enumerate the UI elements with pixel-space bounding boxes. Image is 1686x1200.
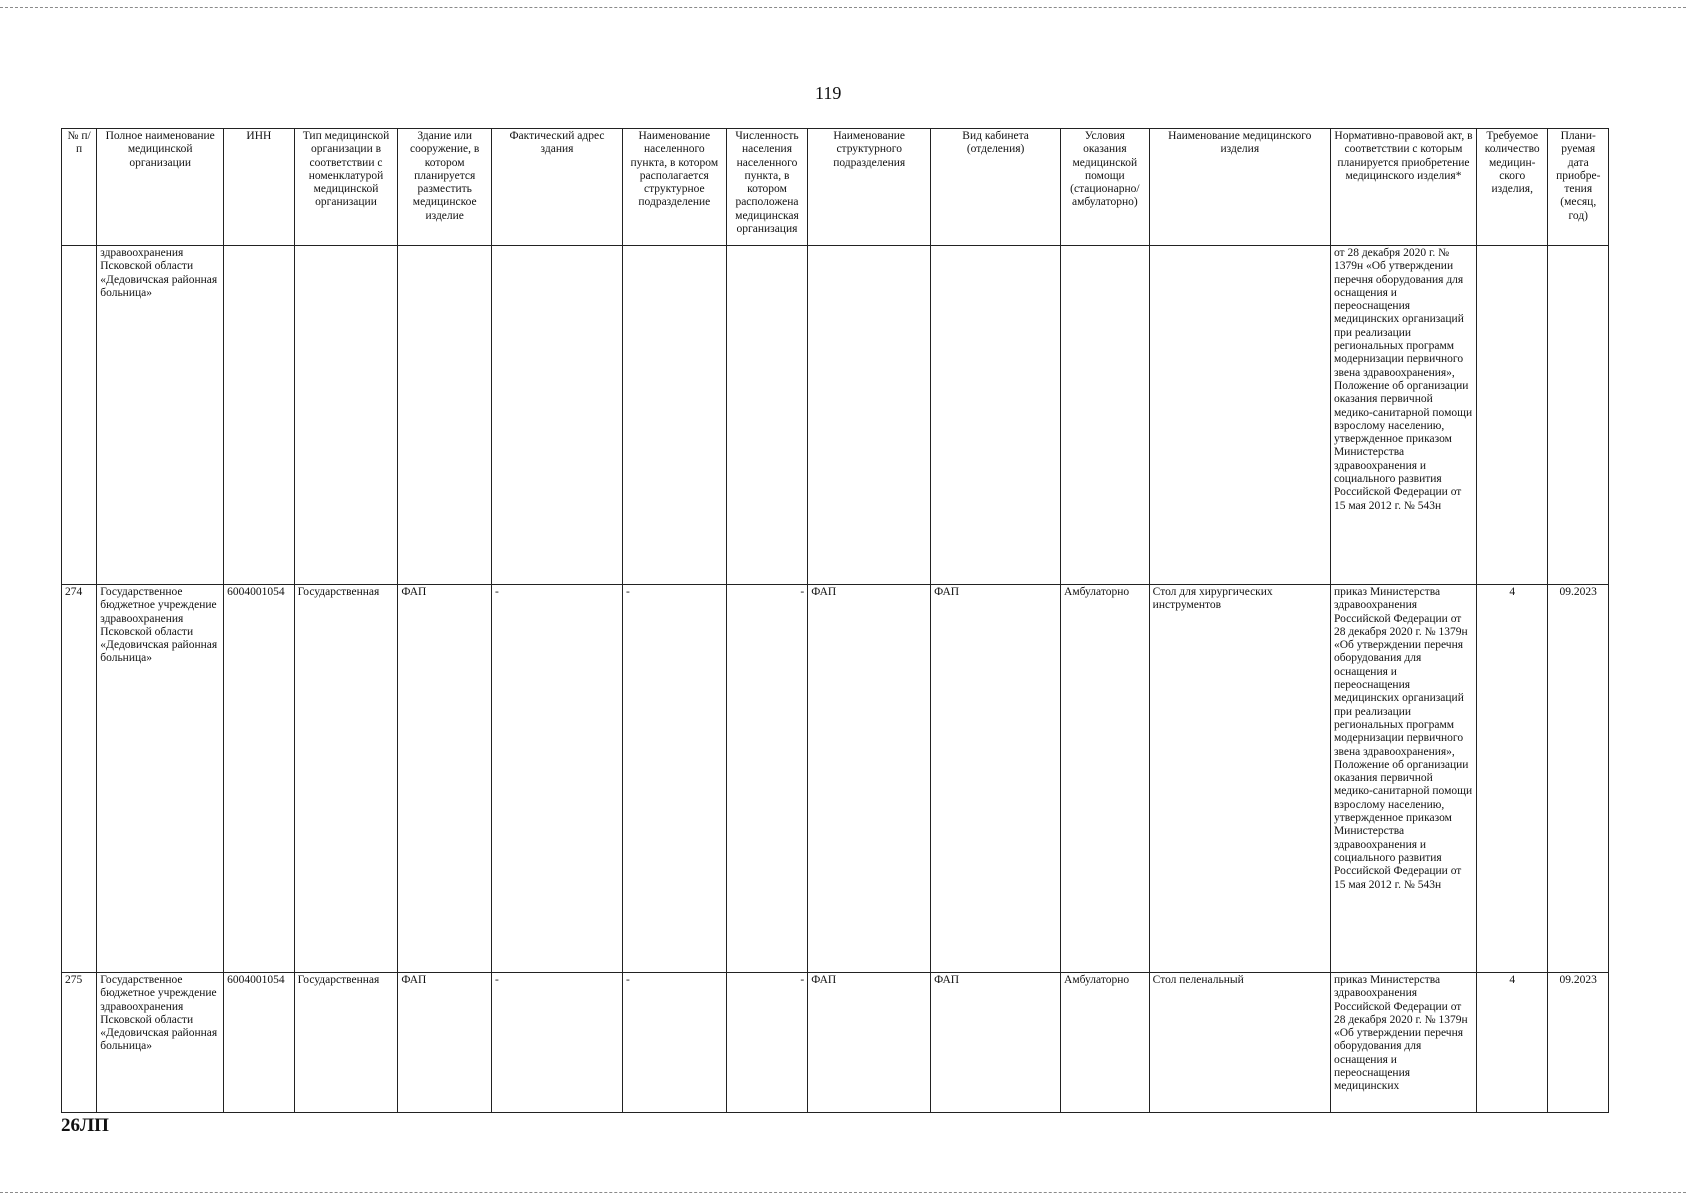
scan-edge-bottom [0, 1192, 1686, 1200]
cell-population: - [726, 973, 808, 1113]
cell-address: - [492, 585, 623, 973]
cell-conditions: Амбулаторно [1061, 585, 1150, 973]
table-row [62, 585, 1609, 973]
cell-type: Государственная [294, 973, 398, 1113]
cell-quantity: 4 [1476, 973, 1548, 1113]
cell-settlement: - [622, 585, 726, 973]
header-quantity: Требуемое количество медицин-ского изделия, [1476, 129, 1548, 246]
cell-date: 09.2023 [1548, 585, 1609, 973]
cell-inn: 6004001054 [224, 585, 295, 973]
header-unit: Наименование структурного подразделения [808, 129, 931, 246]
cell-unit: ФАП [808, 585, 931, 973]
table-row [62, 246, 1609, 585]
header-type: Тип медицинской организации в соответствии с номенклатурой медицинской организации [294, 129, 398, 246]
header-conditions: Условия оказания медицинской помощи (стационарно/ амбулаторно) [1061, 129, 1150, 246]
cell-inn: 6004001054 [224, 973, 295, 1113]
cell-unit: ФАП [808, 973, 931, 1113]
cell-building: ФАП [398, 585, 492, 973]
cell-building: ФАП [398, 973, 492, 1113]
header-population: Численность населения населенного пункта, в котором расположена медицинская организация [726, 129, 808, 246]
cell-organization: Государственное бюджетное учреждение здравоохранения Псковской области «Дедовичская районная больница» [97, 585, 224, 973]
cell-date: 09.2023 [1548, 973, 1609, 1113]
cell-address: - [492, 973, 623, 1113]
header-inn: ИНН [224, 129, 295, 246]
document-code: 26ЛП [61, 1115, 109, 1136]
equipment-table [61, 128, 1609, 1113]
scan-edge-top [0, 0, 1686, 8]
cell-legal-act: от 28 декабря 2020 г. № 1379н «Об утверждении перечня оборудования для оснащения и переоснащения медицинских организаций при реализации региональных программ модернизации первичного звена здравоохранения», Положение об организации оказания первичной медико-санитарной помощи взрослому населению, утвержденное приказом Министерства здравоохранения и социального развития Российской Федерации от 15 мая 2012 г. № 543н [1330, 246, 1476, 585]
cell-legal-act: приказ Министерства здравоохранения Российской Федерации от 28 декабря 2020 г. № 1379н «Об утверждении перечня оборудования для оснащения и переоснащения медицинских организаций при реализации региональных программ модернизации первичного звена здравоохранения», Положение об организации оказания первичной медико-санитарной помощи взрослому населению, утвержденное приказом Министерства здравоохранения и социального развития Российской Федерации от 15 мая 2012 г. № 543н [1330, 585, 1476, 973]
cell-cabinet: ФАП [931, 973, 1061, 1113]
header-legal-act: Нормативно-правовой акт, в соответствии с которым планируется приобретение медицинского изделия* [1330, 129, 1476, 246]
cell-num: 275 [62, 973, 97, 1113]
header-building: Здание или сооружение, в котором планируется разместить медицинское изделие [398, 129, 492, 246]
header-row [62, 129, 1609, 246]
page-number: 119 [815, 83, 842, 103]
header-num: № п/п [62, 129, 97, 246]
header-address: Фактический адрес здания [492, 129, 623, 246]
cell-settlement: - [622, 973, 726, 1113]
cell-cabinet: ФАП [931, 585, 1061, 973]
cell-organization: здравоохранения Псковской области «Дедовичская районная больница» [97, 246, 224, 585]
table-row [62, 973, 1609, 1113]
cell-num: 274 [62, 585, 97, 973]
cell-conditions: Амбулаторно [1061, 973, 1150, 1113]
cell-quantity: 4 [1476, 585, 1548, 973]
header-organization: Полное наименование медицинской организации [97, 129, 224, 246]
cell-type: Государственная [294, 585, 398, 973]
cell-population: - [726, 585, 808, 973]
cell-organization: Государственное бюджетное учреждение здравоохранения Псковской области «Дедовичская районная больница» [97, 973, 224, 1113]
header-cabinet: Вид кабинета (отделения) [931, 129, 1061, 246]
cell-legal-act: приказ Министерства здравоохранения Российской Федерации от 28 декабря 2020 г. № 1379н «Об утверждении перечня оборудования для оснащения и переоснащения медицинских [1330, 973, 1476, 1113]
header-date: Плани-руемая дата приобре-тения (месяц, год) [1548, 129, 1609, 246]
header-settlement: Наименование населенного пункта, в котором располагается структурное подразделение [622, 129, 726, 246]
cell-device: Стол для хирургических инструментов [1149, 585, 1330, 973]
cell-device: Стол пеленальный [1149, 973, 1330, 1113]
header-device: Наименование медицинского изделия [1149, 129, 1330, 246]
